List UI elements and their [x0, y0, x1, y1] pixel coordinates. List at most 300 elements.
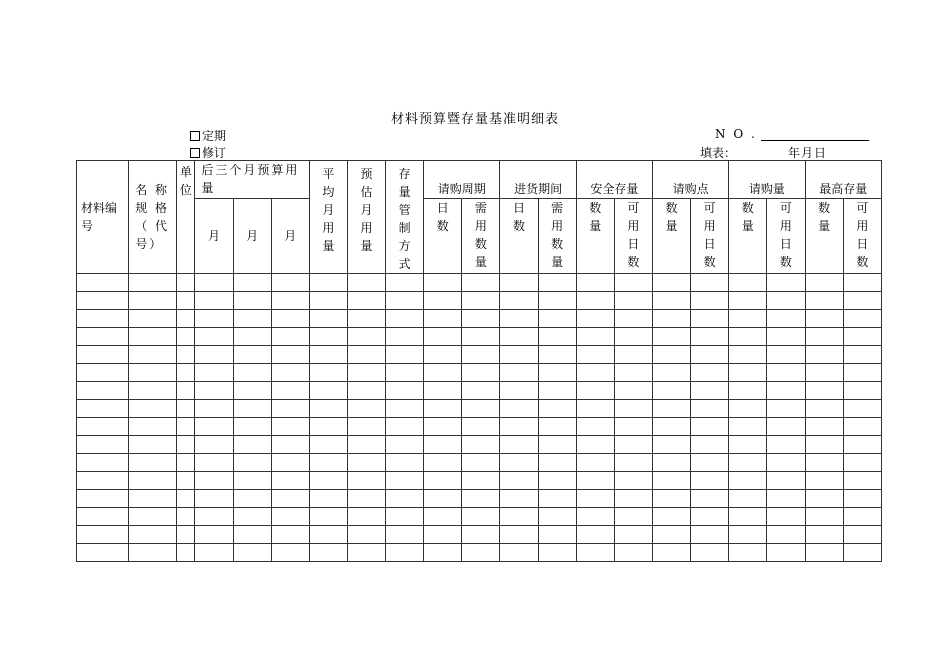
table-cell[interactable]	[652, 436, 690, 454]
table-cell[interactable]	[538, 310, 576, 328]
table-cell[interactable]	[309, 436, 347, 454]
table-cell[interactable]	[576, 436, 614, 454]
table-cell[interactable]	[729, 490, 767, 508]
table-cell[interactable]	[767, 382, 805, 400]
table-cell[interactable]	[77, 274, 129, 292]
table-cell[interactable]	[309, 454, 347, 472]
table-cell[interactable]	[77, 364, 129, 382]
table-cell[interactable]	[538, 364, 576, 382]
table-cell[interactable]	[805, 274, 843, 292]
table-cell[interactable]	[729, 544, 767, 562]
table-cell[interactable]	[271, 400, 309, 418]
table-cell[interactable]	[462, 274, 500, 292]
table-cell[interactable]	[843, 472, 881, 490]
table-cell[interactable]	[129, 274, 177, 292]
table-cell[interactable]	[691, 310, 729, 328]
table-cell[interactable]	[614, 436, 652, 454]
table-cell[interactable]	[614, 454, 652, 472]
table-cell[interactable]	[271, 310, 309, 328]
table-cell[interactable]	[271, 490, 309, 508]
table-cell[interactable]	[462, 454, 500, 472]
table-cell[interactable]	[129, 328, 177, 346]
table-cell[interactable]	[614, 490, 652, 508]
table-cell[interactable]	[177, 418, 195, 436]
table-cell[interactable]	[462, 490, 500, 508]
table-cell[interactable]	[129, 292, 177, 310]
table-cell[interactable]	[386, 364, 424, 382]
table-cell[interactable]	[500, 436, 538, 454]
table-cell[interactable]	[195, 436, 233, 454]
table-cell[interactable]	[691, 274, 729, 292]
table-cell[interactable]	[805, 382, 843, 400]
table-cell[interactable]	[538, 436, 576, 454]
table-cell[interactable]	[538, 328, 576, 346]
table-cell[interactable]	[576, 274, 614, 292]
table-cell[interactable]	[177, 292, 195, 310]
table-cell[interactable]	[129, 454, 177, 472]
table-cell[interactable]	[177, 436, 195, 454]
table-cell[interactable]	[652, 400, 690, 418]
table-cell[interactable]	[538, 544, 576, 562]
table-cell[interactable]	[271, 508, 309, 526]
table-cell[interactable]	[271, 418, 309, 436]
table-cell[interactable]	[614, 472, 652, 490]
table-cell[interactable]	[271, 472, 309, 490]
table-cell[interactable]	[691, 418, 729, 436]
table-cell[interactable]	[309, 292, 347, 310]
table-cell[interactable]	[805, 526, 843, 544]
table-cell[interactable]	[195, 328, 233, 346]
table-cell[interactable]	[576, 526, 614, 544]
table-cell[interactable]	[767, 526, 805, 544]
table-cell[interactable]	[347, 382, 385, 400]
table-cell[interactable]	[309, 418, 347, 436]
table-cell[interactable]	[767, 310, 805, 328]
table-cell[interactable]	[271, 328, 309, 346]
table-cell[interactable]	[729, 310, 767, 328]
table-cell[interactable]	[129, 382, 177, 400]
table-cell[interactable]	[576, 490, 614, 508]
table-cell[interactable]	[614, 544, 652, 562]
table-cell[interactable]	[576, 346, 614, 364]
table-cell[interactable]	[77, 292, 129, 310]
table-cell[interactable]	[652, 472, 690, 490]
table-cell[interactable]	[386, 292, 424, 310]
table-cell[interactable]	[129, 544, 177, 562]
table-cell[interactable]	[767, 292, 805, 310]
table-cell[interactable]	[347, 508, 385, 526]
table-cell[interactable]	[462, 436, 500, 454]
table-cell[interactable]	[195, 364, 233, 382]
table-cell[interactable]	[195, 526, 233, 544]
table-cell[interactable]	[195, 274, 233, 292]
table-cell[interactable]	[347, 292, 385, 310]
table-cell[interactable]	[233, 508, 271, 526]
table-cell[interactable]	[652, 292, 690, 310]
table-cell[interactable]	[729, 346, 767, 364]
table-cell[interactable]	[652, 526, 690, 544]
table-cell[interactable]	[177, 454, 195, 472]
table-cell[interactable]	[129, 508, 177, 526]
table-cell[interactable]	[500, 418, 538, 436]
table-cell[interactable]	[767, 328, 805, 346]
table-cell[interactable]	[805, 400, 843, 418]
table-cell[interactable]	[538, 274, 576, 292]
table-cell[interactable]	[347, 436, 385, 454]
table-cell[interactable]	[767, 472, 805, 490]
table-cell[interactable]	[233, 544, 271, 562]
table-cell[interactable]	[843, 382, 881, 400]
table-cell[interactable]	[177, 472, 195, 490]
table-cell[interactable]	[652, 454, 690, 472]
table-cell[interactable]	[691, 454, 729, 472]
table-cell[interactable]	[309, 364, 347, 382]
table-cell[interactable]	[652, 310, 690, 328]
table-cell[interactable]	[538, 292, 576, 310]
table-cell[interactable]	[309, 382, 347, 400]
table-cell[interactable]	[767, 346, 805, 364]
table-cell[interactable]	[652, 418, 690, 436]
table-cell[interactable]	[347, 472, 385, 490]
table-cell[interactable]	[576, 472, 614, 490]
table-cell[interactable]	[843, 454, 881, 472]
table-cell[interactable]	[177, 544, 195, 562]
table-cell[interactable]	[233, 364, 271, 382]
table-cell[interactable]	[691, 346, 729, 364]
table-cell[interactable]	[767, 274, 805, 292]
table-cell[interactable]	[309, 346, 347, 364]
table-cell[interactable]	[77, 544, 129, 562]
table-cell[interactable]	[500, 526, 538, 544]
table-cell[interactable]	[729, 400, 767, 418]
table-cell[interactable]	[424, 382, 462, 400]
table-cell[interactable]	[691, 490, 729, 508]
table-cell[interactable]	[309, 544, 347, 562]
table-cell[interactable]	[77, 454, 129, 472]
table-cell[interactable]	[129, 490, 177, 508]
table-cell[interactable]	[576, 382, 614, 400]
table-cell[interactable]	[195, 310, 233, 328]
table-cell[interactable]	[424, 418, 462, 436]
table-cell[interactable]	[129, 472, 177, 490]
table-cell[interactable]	[691, 292, 729, 310]
table-cell[interactable]	[195, 544, 233, 562]
table-cell[interactable]	[77, 310, 129, 328]
table-cell[interactable]	[614, 382, 652, 400]
table-cell[interactable]	[386, 490, 424, 508]
table-cell[interactable]	[843, 436, 881, 454]
table-cell[interactable]	[576, 544, 614, 562]
table-cell[interactable]	[309, 328, 347, 346]
table-cell[interactable]	[77, 472, 129, 490]
table-cell[interactable]	[177, 490, 195, 508]
table-cell[interactable]	[767, 400, 805, 418]
table-cell[interactable]	[424, 472, 462, 490]
table-cell[interactable]	[767, 436, 805, 454]
table-cell[interactable]	[177, 364, 195, 382]
table-cell[interactable]	[177, 328, 195, 346]
table-cell[interactable]	[177, 382, 195, 400]
table-cell[interactable]	[500, 400, 538, 418]
table-cell[interactable]	[309, 472, 347, 490]
table-cell[interactable]	[462, 382, 500, 400]
table-cell[interactable]	[576, 364, 614, 382]
table-cell[interactable]	[691, 526, 729, 544]
table-cell[interactable]	[195, 472, 233, 490]
table-cell[interactable]	[462, 526, 500, 544]
table-cell[interactable]	[233, 346, 271, 364]
table-cell[interactable]	[729, 328, 767, 346]
table-cell[interactable]	[652, 328, 690, 346]
table-cell[interactable]	[576, 454, 614, 472]
table-cell[interactable]	[462, 310, 500, 328]
table-cell[interactable]	[538, 382, 576, 400]
table-cell[interactable]	[614, 526, 652, 544]
table-cell[interactable]	[538, 508, 576, 526]
table-cell[interactable]	[347, 526, 385, 544]
table-cell[interactable]	[347, 346, 385, 364]
table-cell[interactable]	[576, 310, 614, 328]
table-cell[interactable]	[271, 544, 309, 562]
table-cell[interactable]	[691, 328, 729, 346]
table-cell[interactable]	[729, 364, 767, 382]
table-cell[interactable]	[614, 292, 652, 310]
table-cell[interactable]	[843, 346, 881, 364]
table-cell[interactable]	[576, 328, 614, 346]
table-cell[interactable]	[538, 454, 576, 472]
table-cell[interactable]	[347, 400, 385, 418]
table-cell[interactable]	[805, 436, 843, 454]
table-cell[interactable]	[177, 400, 195, 418]
table-cell[interactable]	[129, 400, 177, 418]
table-cell[interactable]	[576, 292, 614, 310]
table-cell[interactable]	[195, 292, 233, 310]
table-cell[interactable]	[129, 310, 177, 328]
table-cell[interactable]	[233, 382, 271, 400]
table-cell[interactable]	[805, 310, 843, 328]
table-cell[interactable]	[309, 508, 347, 526]
table-cell[interactable]	[233, 526, 271, 544]
table-cell[interactable]	[195, 346, 233, 364]
table-cell[interactable]	[500, 472, 538, 490]
table-cell[interactable]	[386, 346, 424, 364]
table-cell[interactable]	[424, 454, 462, 472]
table-cell[interactable]	[652, 382, 690, 400]
table-cell[interactable]	[805, 472, 843, 490]
table-cell[interactable]	[538, 490, 576, 508]
table-cell[interactable]	[614, 364, 652, 382]
table-cell[interactable]	[691, 364, 729, 382]
table-cell[interactable]	[843, 490, 881, 508]
table-cell[interactable]	[177, 274, 195, 292]
table-cell[interactable]	[500, 382, 538, 400]
table-cell[interactable]	[347, 328, 385, 346]
table-cell[interactable]	[538, 526, 576, 544]
table-cell[interactable]	[500, 490, 538, 508]
table-cell[interactable]	[652, 364, 690, 382]
table-cell[interactable]	[424, 328, 462, 346]
table-cell[interactable]	[129, 364, 177, 382]
table-cell[interactable]	[805, 508, 843, 526]
table-cell[interactable]	[500, 328, 538, 346]
table-cell[interactable]	[386, 274, 424, 292]
table-cell[interactable]	[424, 346, 462, 364]
table-cell[interactable]	[767, 364, 805, 382]
table-cell[interactable]	[500, 310, 538, 328]
number-input-line[interactable]	[761, 128, 869, 141]
table-cell[interactable]	[347, 490, 385, 508]
table-cell[interactable]	[652, 274, 690, 292]
table-cell[interactable]	[386, 526, 424, 544]
table-cell[interactable]	[805, 346, 843, 364]
table-cell[interactable]	[652, 544, 690, 562]
checkbox-icon[interactable]	[190, 131, 200, 141]
table-cell[interactable]	[691, 544, 729, 562]
table-cell[interactable]	[271, 382, 309, 400]
table-cell[interactable]	[233, 310, 271, 328]
table-cell[interactable]	[77, 400, 129, 418]
table-cell[interactable]	[233, 400, 271, 418]
table-cell[interactable]	[691, 436, 729, 454]
table-cell[interactable]	[233, 436, 271, 454]
table-cell[interactable]	[347, 364, 385, 382]
table-cell[interactable]	[386, 472, 424, 490]
table-cell[interactable]	[424, 292, 462, 310]
table-cell[interactable]	[195, 382, 233, 400]
table-cell[interactable]	[309, 400, 347, 418]
table-cell[interactable]	[729, 418, 767, 436]
table-cell[interactable]	[129, 418, 177, 436]
table-cell[interactable]	[462, 346, 500, 364]
table-cell[interactable]	[500, 364, 538, 382]
table-cell[interactable]	[843, 544, 881, 562]
table-cell[interactable]	[614, 310, 652, 328]
table-cell[interactable]	[843, 526, 881, 544]
table-cell[interactable]	[805, 544, 843, 562]
table-cell[interactable]	[500, 346, 538, 364]
table-cell[interactable]	[805, 454, 843, 472]
table-cell[interactable]	[538, 346, 576, 364]
table-cell[interactable]	[805, 328, 843, 346]
table-cell[interactable]	[424, 544, 462, 562]
table-cell[interactable]	[386, 400, 424, 418]
table-cell[interactable]	[347, 274, 385, 292]
table-cell[interactable]	[309, 526, 347, 544]
table-cell[interactable]	[424, 436, 462, 454]
table-cell[interactable]	[347, 310, 385, 328]
table-cell[interactable]	[233, 472, 271, 490]
table-cell[interactable]	[309, 490, 347, 508]
table-cell[interactable]	[729, 454, 767, 472]
table-cell[interactable]	[386, 454, 424, 472]
table-cell[interactable]	[424, 526, 462, 544]
table-cell[interactable]	[424, 490, 462, 508]
table-cell[interactable]	[729, 292, 767, 310]
table-cell[interactable]	[500, 508, 538, 526]
table-cell[interactable]	[729, 436, 767, 454]
table-cell[interactable]	[500, 292, 538, 310]
table-cell[interactable]	[576, 508, 614, 526]
table-cell[interactable]	[462, 400, 500, 418]
table-cell[interactable]	[386, 328, 424, 346]
table-cell[interactable]	[500, 454, 538, 472]
table-cell[interactable]	[767, 508, 805, 526]
table-cell[interactable]	[77, 490, 129, 508]
table-cell[interactable]	[462, 472, 500, 490]
table-cell[interactable]	[805, 292, 843, 310]
table-cell[interactable]	[729, 508, 767, 526]
table-cell[interactable]	[347, 454, 385, 472]
table-cell[interactable]	[129, 526, 177, 544]
table-cell[interactable]	[77, 526, 129, 544]
table-cell[interactable]	[538, 472, 576, 490]
table-cell[interactable]	[424, 508, 462, 526]
table-cell[interactable]	[177, 346, 195, 364]
table-cell[interactable]	[691, 472, 729, 490]
table-cell[interactable]	[386, 508, 424, 526]
table-cell[interactable]	[843, 310, 881, 328]
table-cell[interactable]	[500, 544, 538, 562]
table-cell[interactable]	[614, 400, 652, 418]
table-cell[interactable]	[233, 274, 271, 292]
table-cell[interactable]	[843, 328, 881, 346]
table-cell[interactable]	[129, 346, 177, 364]
table-cell[interactable]	[271, 436, 309, 454]
table-cell[interactable]	[462, 544, 500, 562]
table-cell[interactable]	[347, 418, 385, 436]
table-cell[interactable]	[729, 472, 767, 490]
table-cell[interactable]	[386, 382, 424, 400]
table-cell[interactable]	[652, 508, 690, 526]
table-cell[interactable]	[77, 436, 129, 454]
table-cell[interactable]	[843, 418, 881, 436]
table-cell[interactable]	[805, 364, 843, 382]
table-cell[interactable]	[576, 418, 614, 436]
table-cell[interactable]	[538, 418, 576, 436]
table-cell[interactable]	[271, 454, 309, 472]
table-cell[interactable]	[77, 382, 129, 400]
table-cell[interactable]	[462, 508, 500, 526]
table-cell[interactable]	[77, 508, 129, 526]
table-cell[interactable]	[652, 346, 690, 364]
table-cell[interactable]	[386, 418, 424, 436]
table-cell[interactable]	[424, 400, 462, 418]
table-cell[interactable]	[233, 454, 271, 472]
table-cell[interactable]	[538, 400, 576, 418]
table-cell[interactable]	[386, 310, 424, 328]
table-cell[interactable]	[271, 526, 309, 544]
table-cell[interactable]	[767, 418, 805, 436]
table-cell[interactable]	[614, 418, 652, 436]
table-cell[interactable]	[271, 346, 309, 364]
table-cell[interactable]	[843, 364, 881, 382]
table-cell[interactable]	[77, 328, 129, 346]
table-cell[interactable]	[805, 490, 843, 508]
table-cell[interactable]	[424, 310, 462, 328]
table-cell[interactable]	[271, 364, 309, 382]
table-cell[interactable]	[129, 436, 177, 454]
table-cell[interactable]	[729, 382, 767, 400]
table-cell[interactable]	[424, 364, 462, 382]
table-cell[interactable]	[614, 328, 652, 346]
table-cell[interactable]	[271, 274, 309, 292]
table-cell[interactable]	[347, 544, 385, 562]
table-cell[interactable]	[691, 400, 729, 418]
table-cell[interactable]	[195, 400, 233, 418]
table-cell[interactable]	[729, 274, 767, 292]
table-cell[interactable]	[233, 490, 271, 508]
table-cell[interactable]	[195, 454, 233, 472]
